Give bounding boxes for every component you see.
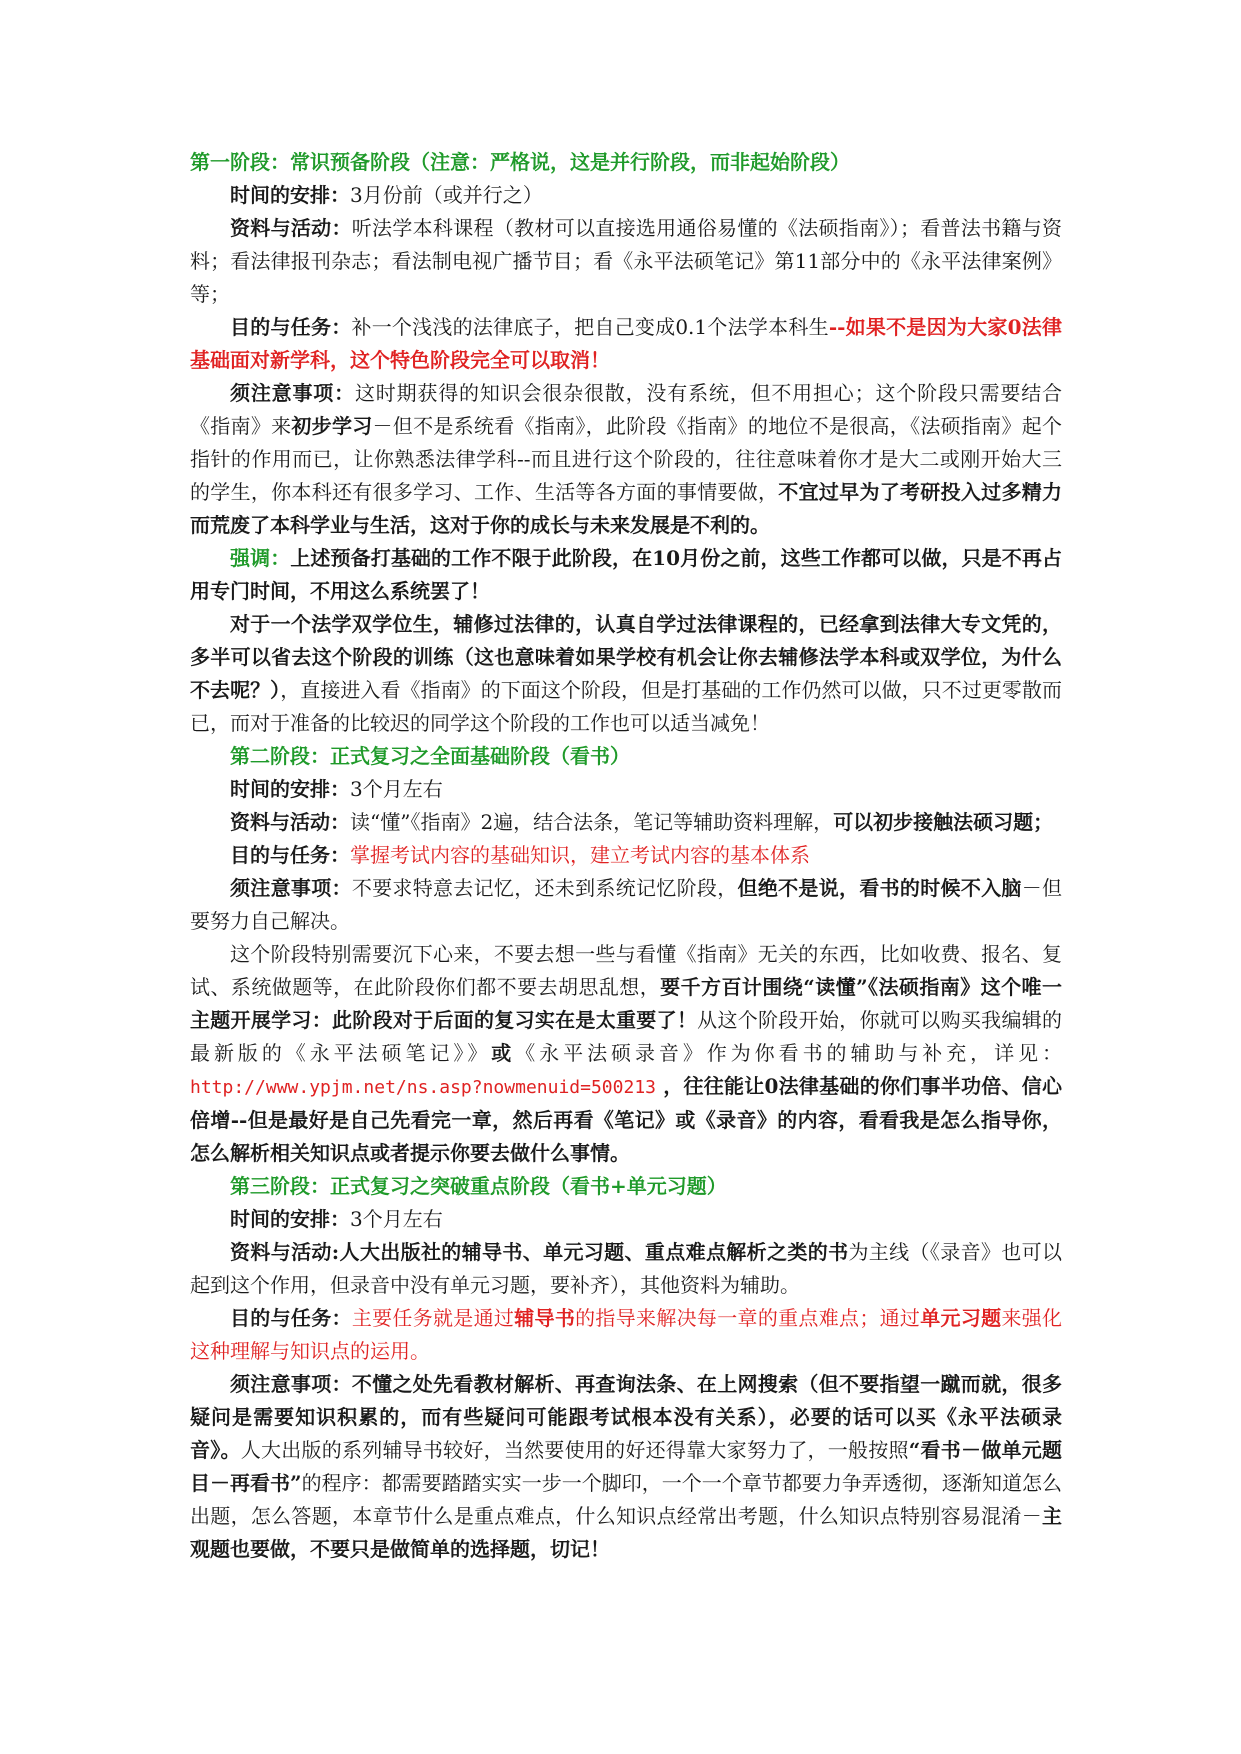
stage1-goal-red: --如果不是因为大家0法律基础面对新学科，这个特色阶段完全可以取消！ xyxy=(190,315,1062,372)
stage1-emphasis xyxy=(190,542,1062,608)
stage3-notes-text-1: 人大出版的系列辅导书较好，当然要使用的好还得靠大家努力了，一般按照 xyxy=(240,1438,909,1462)
stage1-extra-text: ，直接进入看《指南》的下面这个阶段，但是打基础的工作仍然可以做，只不过更零散而已，而对于准备的比较迟的同学这个阶段的工作也可以适当减免！ xyxy=(190,678,1063,735)
stage3-resources-text: 为主线（《录音》也可以起到这个作用，但录音中没有单元习题，要补齐），其他资料为辅助。 xyxy=(190,1240,1063,1297)
stage1-extra-bold: 对于一个法学双学位生，辅修过法律的，认真自学过法律课程的，已经拿到法律大专文凭的，多半可以省去这个阶段的训练（这也意味着如果学校有机会让你去辅修法学本科或双学位，为什么不去呢？） xyxy=(190,612,1062,702)
stage2-notes-text-2: －但要努力自己解决。 xyxy=(190,876,1063,933)
stage3-time-value: 3个月左右 xyxy=(350,1207,443,1231)
stage3-time xyxy=(190,1203,1062,1236)
stage2-paragraph-text-3: 《永平法硕录音》作为你看书的辅助与补充，详见： xyxy=(515,1041,1063,1065)
stage3-heading xyxy=(190,1170,1062,1203)
stage2-paragraph-text-2: 从这个阶段开始，你就可以购买我编辑的最新版的《永平法硕笔记》》 xyxy=(190,1008,1063,1065)
stage3-goal-redbold-2: 单元习题 xyxy=(920,1306,1002,1330)
stage3-notes-text-2: 的程序：都需要踏踏实实一步一个脚印，一个一个章节都要力争弄透彻，逐渐知道怎么出题，怎么答题，本章节什么是重点难点，什么知识点经常出考题，什么知识点特别容易混淆－ xyxy=(190,1471,1062,1528)
stage3-goal-red-2: 的指导来解决每一章的重点难点；通过 xyxy=(575,1306,921,1330)
stage1-notes xyxy=(190,377,1062,542)
stage1-time xyxy=(190,179,1062,212)
stage1-notes-text-1: 这时期获得的知识会很杂很散，没有系统，但不用担心；这个阶段只需要结合《指南》来 xyxy=(190,381,1063,438)
stage2-resources xyxy=(190,806,1062,839)
stage3-resources-label: 资料与活动: xyxy=(230,1240,340,1264)
stage2-paragraph xyxy=(190,938,1062,1170)
stage2-resources-label: 资料与活动： xyxy=(230,810,350,834)
stage2-time-label: 时间的安排： xyxy=(230,777,350,801)
stage1-notes-bold-1: 初步学习 xyxy=(291,414,373,438)
stage3-goal-red-1: 主要任务就是通过 xyxy=(351,1306,515,1330)
stage2-time xyxy=(190,773,1062,806)
stage2-paragraph-bold-1: 要千方百计围绕“读懂”《法硕指南》这个唯一主题开展学习：此阶段对于后面的复习实在是太重要了！ xyxy=(190,975,1062,1032)
stage2-link[interactable]: http://www.ypjm.net/ns.asp?nowmenuid=500213 xyxy=(190,1077,656,1098)
stage3-goal-label: 目的与任务： xyxy=(230,1306,352,1330)
stage2-notes-bold-1: 但绝不是说，看书的时候不入脑 xyxy=(737,876,1022,900)
stage2-paragraph-text-1: 这个阶段特别需要沉下心来，不要去想一些与看懂《指南》无关的东西，比如收费、报名、复试、系统做题等，在此阶段你们都不要去胡思乱想， xyxy=(190,942,1062,999)
stage3-goal-redbold-1: 辅导书 xyxy=(514,1306,576,1330)
stage1-goal xyxy=(190,311,1062,377)
stage1-goal-text: 补一个浅浅的法律底子，把自己变成0.1个法学本科生 xyxy=(351,315,829,339)
stage2-resources-text: 读“懂”《指南》2遍，结合法条，笔记等辅助资料理解， xyxy=(350,810,834,834)
stage2-notes-label: 须注意事项： xyxy=(230,876,352,900)
stage2-paragraph-bold-2: 或 xyxy=(491,1041,516,1065)
stage2-goal xyxy=(190,839,1062,872)
stage1-resources xyxy=(190,212,1062,311)
stage3-resources-bold: 人大出版社的辅导书、单元习题、重点难点解析之类的书 xyxy=(339,1240,849,1264)
stage1-notes-text-2: －但不是系统看《指南》，此阶段《指南》的地位不是很高，《法硕指南》起个指针的作用而已，让你熟悉法律学科--而且进行这个阶段的，往往意味着你才是大二或刚开始大三的学生，你本科还有很多学习、工作、生活等各方面的事情要做， xyxy=(190,414,1063,504)
stage3-notes-bold-1: 不懂之处先看教材解析、再查询法条、在上网搜索（但不要指望一蹴而就，很多疑问是需要知识积累的，而有些疑问可能跟考试根本没有关系），必要的话可以买《永平法硕录音》。 xyxy=(190,1372,1063,1462)
stage3-notes-bold-3: 主观题也要做，不要只是做简单的选择题，切记！ xyxy=(190,1504,1063,1561)
stage1-heading-text: 第一阶段：常识预备阶段（注意：严格说，这是并行阶段，而非起始阶段） xyxy=(190,150,850,174)
stage2-resources-bold: 可以初步接触法硕习题； xyxy=(833,810,1054,834)
stage1-emphasis-label: 强调： xyxy=(230,546,291,570)
stage2-goal-label: 目的与任务： xyxy=(230,843,350,867)
stage1-resources-label: 资料与活动： xyxy=(230,216,352,240)
stage1-emphasis-text: 上述预备打基础的工作不限于此阶段，在10月份之前，这些工作都可以做，只是不再占用专门时间，不用这么系统罢了！ xyxy=(190,546,1062,603)
stage1-time-label: 时间的安排： xyxy=(230,183,350,207)
stage2-time-value: 3个月左右 xyxy=(350,777,443,801)
stage3-resources xyxy=(190,1236,1062,1302)
stage2-paragraph-bold-3: ，往往能让0法律基础的你们事半功倍、信心倍增--但是最好是自己先看完一章，然后再看《笔记》或《录音》的内容，看看我是怎么指导你，怎么解析相关知识点或者提示你要去做什么事情。 xyxy=(190,1074,1062,1165)
stage1-resources-text: 听法学本科课程（教材可以直接选用通俗易懂的《法硕指南》）；看普法书籍与资料；看法律报刊杂志；看法制电视广播节目；看《永平法硕笔记》第11部分中的《永平法律案例》等； xyxy=(190,216,1063,306)
stage1-notes-bold-2: 不宜过早为了考研投入过多精力而荒废了本科学业与生活，这对于你的成长与未来发展是不利的。 xyxy=(190,480,1063,537)
stage2-heading xyxy=(190,740,1062,773)
stage3-notes-bold-2: “看书－做单元题目－再看书” xyxy=(190,1438,1062,1495)
stage2-heading-text: 第二阶段：正式复习之全面基础阶段（看书） xyxy=(230,744,630,768)
stage2-goal-red: 掌握考试内容的基础知识，建立考试内容的基本体系 xyxy=(350,843,810,867)
stage3-notes-label: 须注意事项： xyxy=(230,1372,352,1396)
stage1-goal-label: 目的与任务： xyxy=(230,315,352,339)
stage1-extra xyxy=(190,608,1062,740)
stage1-heading xyxy=(190,146,1062,179)
stage3-heading-text: 第三阶段：正式复习之突破重点阶段（看书+单元习题） xyxy=(230,1174,727,1198)
stage3-goal xyxy=(190,1302,1062,1368)
document-page xyxy=(190,146,1062,1566)
stage1-time-value: 3月份前（或并行之） xyxy=(350,183,543,207)
stage3-notes xyxy=(190,1368,1062,1566)
stage2-notes-text-1: 不要求特意去记忆，还未到系统记忆阶段， xyxy=(351,876,738,900)
stage1-notes-label: 须注意事项： xyxy=(230,381,355,405)
stage2-notes xyxy=(190,872,1062,938)
stage3-goal-red-3: 来强化这种理解与知识点的运用。 xyxy=(190,1306,1063,1363)
stage3-time-label: 时间的安排： xyxy=(230,1207,350,1231)
